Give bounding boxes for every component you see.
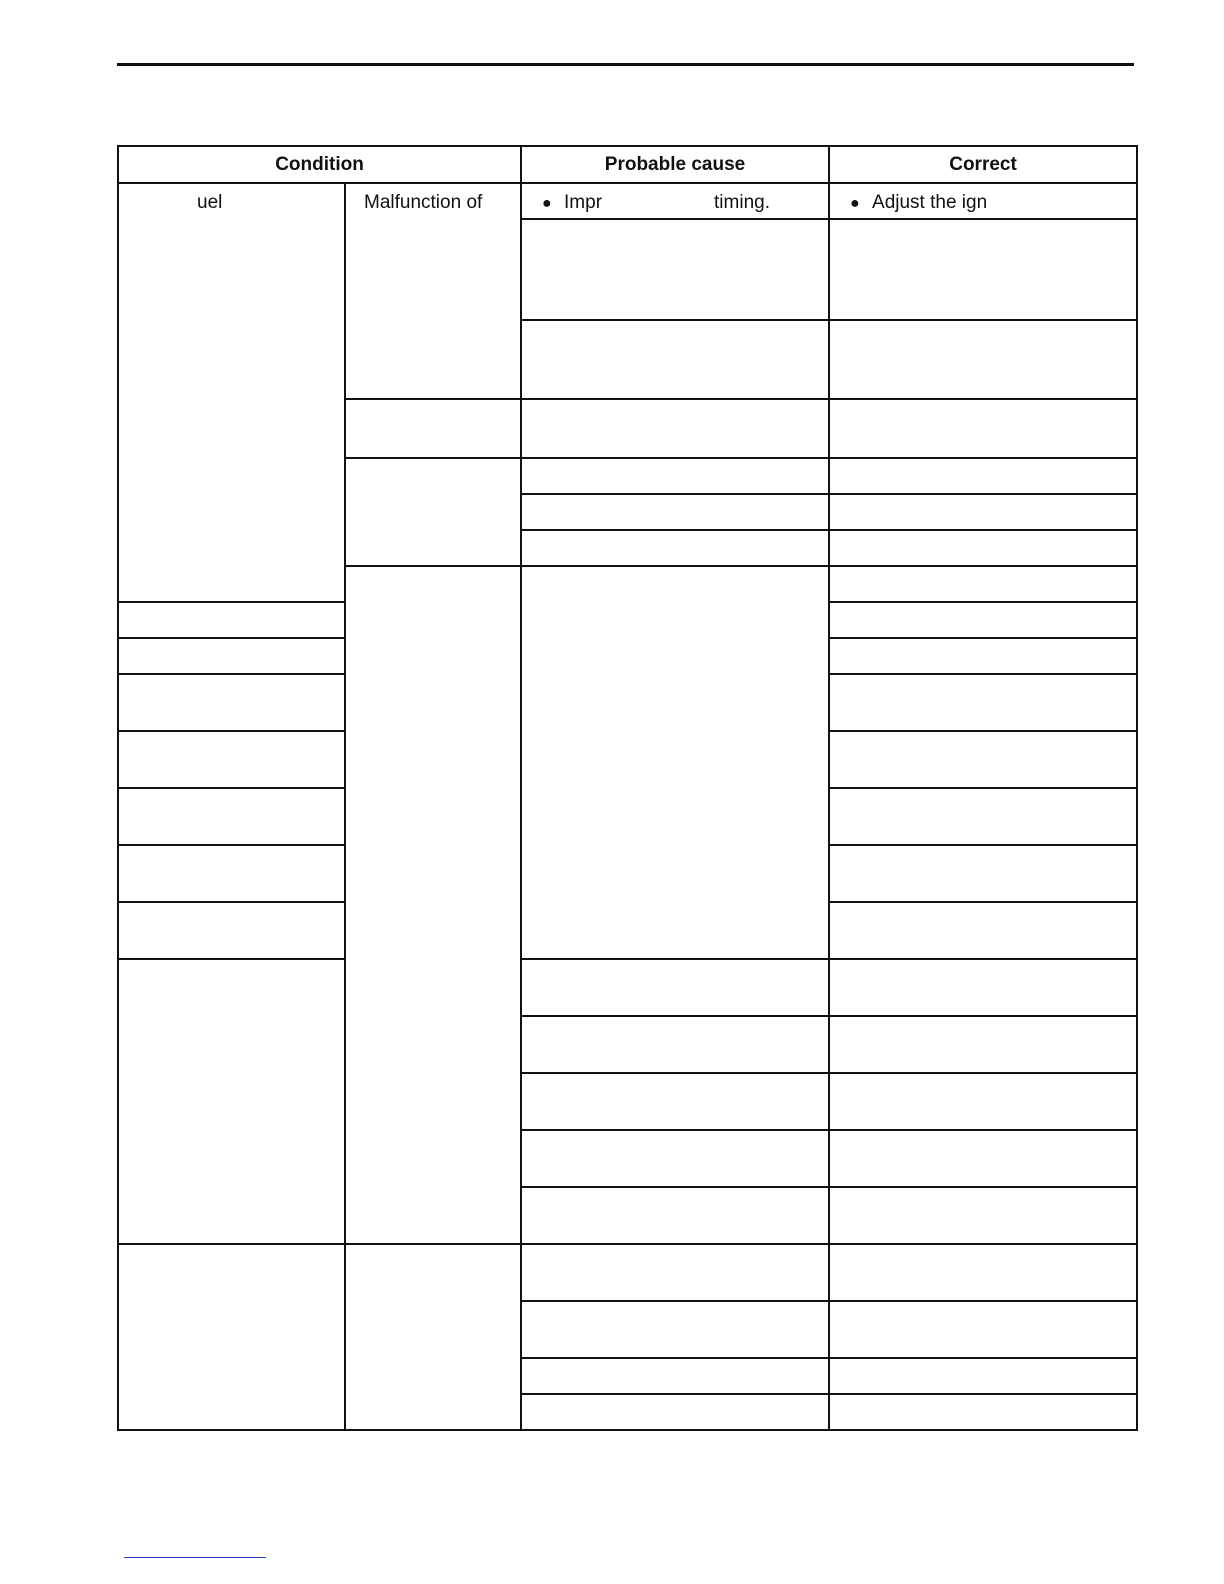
symptom-text: uel bbox=[197, 192, 223, 213]
empty-cell bbox=[829, 788, 1137, 845]
empty-cell bbox=[829, 674, 1137, 731]
cause-text: ● Impr timing. bbox=[542, 192, 770, 213]
empty-cell bbox=[521, 1394, 829, 1430]
empty-cell bbox=[829, 602, 1137, 638]
empty-cell bbox=[118, 959, 345, 1244]
empty-cell bbox=[118, 788, 345, 845]
cause-cell bbox=[521, 183, 829, 219]
empty-cell bbox=[118, 845, 345, 902]
empty-cell bbox=[829, 1016, 1137, 1073]
empty-cell bbox=[829, 530, 1137, 566]
header-rule bbox=[117, 63, 1134, 66]
empty-cell bbox=[829, 1244, 1137, 1301]
empty-cell bbox=[118, 638, 345, 674]
subcause-text: Malfunction of bbox=[364, 192, 483, 213]
empty-cell bbox=[521, 1016, 829, 1073]
empty-cell bbox=[829, 1130, 1137, 1187]
bullet-icon: ● bbox=[850, 195, 860, 212]
correction-header: Correct bbox=[829, 146, 1137, 183]
probable-cause-header: Probable cause bbox=[521, 146, 829, 183]
table-row bbox=[118, 1244, 1137, 1301]
bullet-icon: ● bbox=[542, 195, 552, 212]
empty-cell bbox=[118, 902, 345, 959]
table-row bbox=[118, 959, 1137, 1016]
correction-text: ● Adjust the ign bbox=[850, 192, 988, 213]
empty-cell bbox=[829, 845, 1137, 902]
empty-cell bbox=[829, 320, 1137, 399]
empty-cell bbox=[345, 566, 521, 1244]
empty-cell bbox=[521, 494, 829, 530]
empty-cell bbox=[521, 1187, 829, 1244]
empty-cell bbox=[829, 219, 1137, 320]
empty-cell bbox=[521, 399, 829, 458]
empty-cell bbox=[521, 219, 829, 320]
empty-cell bbox=[829, 638, 1137, 674]
empty-cell bbox=[521, 320, 829, 399]
empty-cell bbox=[829, 399, 1137, 458]
condition-header: Condition bbox=[118, 146, 521, 183]
empty-cell bbox=[521, 1130, 829, 1187]
empty-cell bbox=[118, 602, 345, 638]
correction-cell bbox=[829, 183, 1137, 219]
empty-cell bbox=[521, 566, 829, 959]
empty-cell bbox=[829, 494, 1137, 530]
empty-cell bbox=[118, 1244, 345, 1430]
empty-cell bbox=[521, 959, 829, 1016]
empty-cell bbox=[829, 1301, 1137, 1358]
empty-cell bbox=[118, 674, 345, 731]
empty-cell bbox=[521, 530, 829, 566]
empty-cell bbox=[521, 1073, 829, 1130]
empty-cell bbox=[521, 1244, 829, 1301]
empty-cell bbox=[521, 1358, 829, 1394]
empty-cell bbox=[118, 731, 345, 788]
empty-cell bbox=[829, 731, 1137, 788]
empty-cell bbox=[345, 1244, 521, 1430]
header-row bbox=[118, 146, 1137, 183]
empty-cell bbox=[829, 566, 1137, 602]
empty-cell bbox=[829, 902, 1137, 959]
subcause-cell bbox=[345, 183, 521, 399]
symptom-cell bbox=[118, 183, 345, 602]
empty-cell bbox=[521, 1301, 829, 1358]
footer-link-underline bbox=[124, 1557, 266, 1558]
empty-cell bbox=[829, 1358, 1137, 1394]
empty-cell bbox=[345, 458, 521, 566]
empty-cell bbox=[521, 458, 829, 494]
troubleshooting-table bbox=[117, 145, 1138, 1431]
empty-cell bbox=[829, 458, 1137, 494]
table-row bbox=[118, 183, 1137, 219]
empty-cell bbox=[829, 1187, 1137, 1244]
empty-cell bbox=[829, 1073, 1137, 1130]
empty-cell bbox=[345, 399, 521, 458]
empty-cell bbox=[829, 959, 1137, 1016]
empty-cell bbox=[829, 1394, 1137, 1430]
